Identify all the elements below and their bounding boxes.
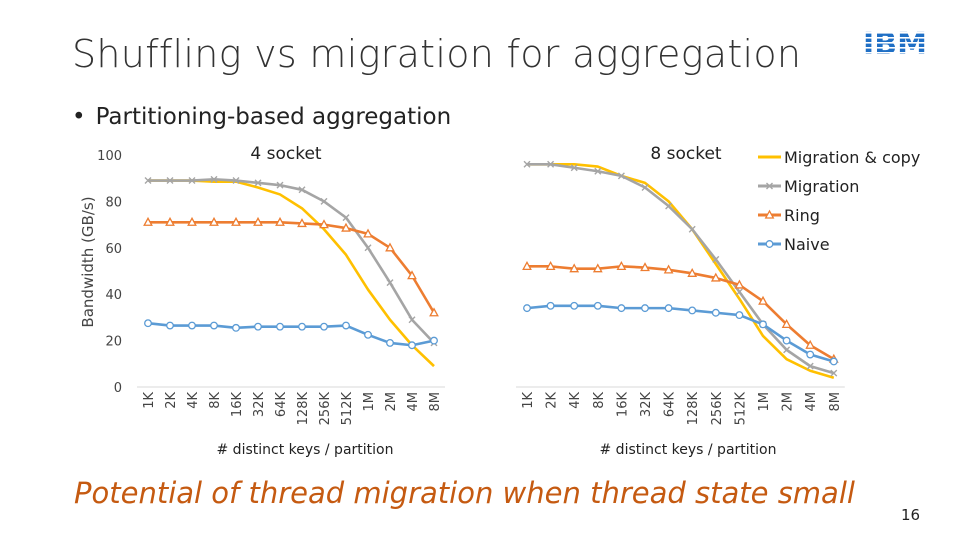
x-tick-label: 1M: [362, 392, 377, 412]
data-point-circle: [689, 307, 696, 314]
legend-label: Naive: [784, 235, 830, 254]
legend-label: Migration & copy: [784, 148, 921, 167]
x-tick-label: 256K: [709, 392, 725, 426]
data-point-circle: [547, 303, 554, 310]
x-axis-label: # distinct keys / partition: [216, 442, 394, 458]
x-tick-label: 8K: [591, 392, 607, 409]
y-tick-label: 0: [113, 381, 122, 396]
data-point-circle: [321, 323, 328, 330]
chart-title: 8 socket: [650, 144, 722, 164]
data-point-circle: [387, 340, 394, 347]
x-tick-label: 1K: [521, 392, 536, 409]
chart-legend: [758, 148, 920, 254]
data-point-circle: [431, 337, 438, 344]
x-tick-label: 2K: [164, 392, 179, 409]
x-tick-label: 256K: [318, 392, 333, 426]
data-point-circle: [760, 321, 767, 328]
footer-caption: Potential of thread migration when thread state small: [74, 476, 855, 510]
x-tick-label: 8K: [208, 392, 223, 409]
x-tick-label: 2M: [384, 392, 399, 412]
x-tick-label: 16K: [615, 392, 631, 418]
data-point-circle: [167, 322, 174, 329]
data-point-circle: [299, 323, 306, 330]
x-tick-label: 4M: [804, 392, 820, 412]
x-tick-label: 8M: [428, 392, 443, 412]
x-tick-label: 64K: [662, 392, 678, 418]
x-tick-label: 512K: [733, 392, 749, 426]
data-point-circle: [211, 322, 218, 329]
data-point-circle: [409, 342, 416, 349]
x-axis-label: # distinct keys / partition: [599, 442, 777, 458]
y-tick-label: 40: [105, 288, 122, 304]
data-point-circle: [277, 323, 284, 330]
x-tick-label: 2K: [544, 392, 560, 409]
legend-label: Ring: [784, 206, 820, 225]
x-tick-label: 32K: [252, 392, 267, 418]
x-tick-label: 4K: [186, 392, 201, 409]
data-point-circle: [571, 303, 578, 310]
data-point-circle: [783, 337, 790, 344]
series-line: [527, 306, 834, 362]
x-tick-label: 512K: [340, 392, 355, 426]
y-axis-label: Bandwidth (GB/s): [79, 196, 97, 328]
x-tick-label: 16K: [230, 392, 245, 418]
x-tick-label: 1M: [757, 392, 772, 412]
x-tick-label: 32K: [639, 392, 654, 418]
y-tick-label: 20: [105, 334, 122, 350]
series-ring: [144, 218, 438, 315]
page-number: 16: [901, 506, 921, 524]
series-line: [148, 179, 434, 343]
data-point-circle: [524, 305, 531, 312]
data-point-circle: [595, 303, 602, 310]
x-tick-label: 128K: [686, 392, 702, 426]
series-migration-copy: [148, 181, 434, 367]
x-tick-label: 8M: [827, 392, 843, 412]
y-tick-label: 60: [105, 241, 122, 257]
bullet-text: Partitioning-based aggregation: [95, 104, 452, 130]
data-point-circle: [831, 358, 838, 365]
series-line: [527, 266, 834, 359]
data-point-circle: [233, 325, 240, 332]
chart-8-socket: [516, 144, 920, 458]
series-naive: [524, 303, 837, 365]
series-line: [148, 181, 434, 367]
x-tick-label: 128K: [296, 392, 311, 426]
x-tick-label: 2M: [780, 392, 796, 412]
data-point-circle: [255, 323, 262, 330]
chart-4-socket: [137, 144, 445, 458]
data-point-circle: [618, 305, 625, 312]
y-tick-label: 100: [97, 149, 122, 164]
data-point-circle: [145, 320, 152, 327]
bullet-dot-icon: •: [72, 104, 86, 130]
x-tick-label: 1K: [142, 392, 157, 409]
data-point-circle: [189, 322, 196, 329]
x-tick-label: 4M: [406, 392, 421, 412]
data-point-circle: [665, 305, 672, 312]
data-point-circle: [365, 332, 372, 339]
x-tick-label: 64K: [274, 392, 289, 418]
chart-title: 4 socket: [250, 144, 322, 164]
slide-title: Shuffling vs migration for aggregation: [72, 32, 802, 76]
series-ring: [523, 262, 837, 362]
data-point-circle: [343, 322, 350, 329]
data-point-circle: [736, 312, 743, 319]
data-point-circle: [766, 241, 773, 248]
data-point-circle: [807, 351, 814, 358]
x-tick-label: 4K: [568, 392, 584, 409]
data-point-circle: [713, 309, 720, 316]
series-line: [148, 222, 434, 312]
legend-label: Migration: [784, 177, 860, 196]
data-point-circle: [642, 305, 649, 312]
y-tick-label: 80: [105, 195, 122, 211]
